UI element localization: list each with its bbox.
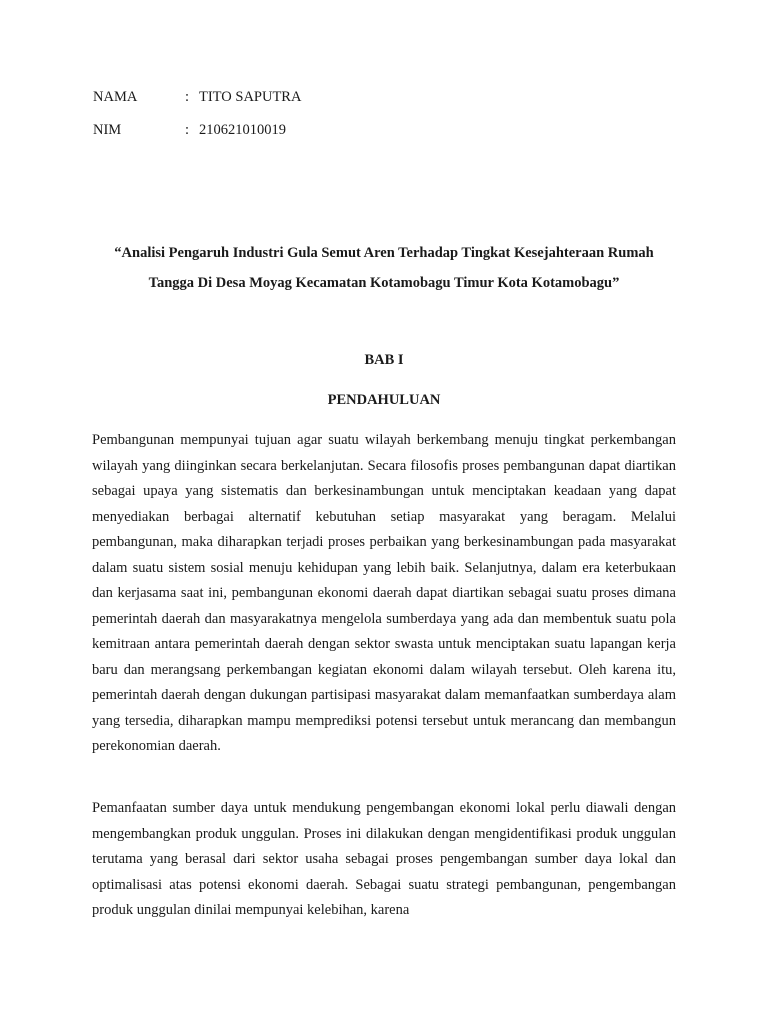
chapter-name: PENDAHULUAN xyxy=(327,392,441,408)
name-value: TITO SAPUTRA xyxy=(199,89,302,105)
chapter-number: BAB I xyxy=(364,352,404,368)
document-title: “Analisi Pengaruh Industri Gula Semut Aren Terhadap Tingkat Kesejahteraan Rumah Tangga Di Desa Moyag Kecamatan Kotamobagu Timur Kota Kotamobagu” xyxy=(114,245,654,291)
name-separator: : xyxy=(185,89,190,105)
nim-separator: : xyxy=(185,122,190,138)
paragraph-1: Pembangunan mempunyai tujuan agar suatu wilayah berkembang menuju tingkat perkembangan wilayah yang diinginkan secara berkelanjutan. Secara filosofis proses pembangunan dapat diartikan sebagai upaya yang sistematis dan berkesinambungan untuk menciptakan keadaan yang dapat menyediakan berbagai alternatif kebutuhan setiap masyarakat yang beragam. Melalui pembangunan, maka diharapkan terjadi proses perbaikan yang berkesinambungan pada masyarakat dalam suatu sistem sosial menuju kehidupan yang lebih baik. Selanjutnya, dalam era keterbukaan dan kerjasama saat ini, pembangunan ekonomi daerah dapat diartikan sebagai suatu proses dimana pemerintah daerah dan masyarakatnya mengelola sumberdaya yang ada dan membentuk suatu pola kemitraan antara pemerintah daerah dengan sektor swasta untuk menciptakan suatu lapangan kerja baru dan merangsang perkembangan kegiatan ekonomi dalam wilayah tersebut. Oleh karena itu, pemerintah daerah dengan dukungan partisipasi masyarakat dalam memanfaatkan sumberdaya alam yang tersedia, diharapkan mampu memprediksi potensi tersebut untuk merancang dan membangun perekonomian daerah. xyxy=(92,432,676,754)
name-label: NAMA xyxy=(93,89,138,105)
nim-label: NIM xyxy=(93,122,122,138)
paragraph-2: Pemanfaatan sumber daya untuk mendukung pengembangan ekonomi lokal perlu diawali dengan mengembangkan produk unggulan. Proses ini dilakukan dengan mengidentifikasi produk unggulan terutama yang berasal dari sektor usaha sebagai proses pengembangan sumber daya lokal dan optimalisasi atas potensi ekonomi daerah. Sebagai suatu strategi pembangunan, pengembangan produk unggulan dinilai mempunyai kelebihan, karena xyxy=(92,800,676,918)
name-row xyxy=(93,88,301,106)
nim-value: 210621010019 xyxy=(199,122,286,138)
nim-row xyxy=(93,121,286,139)
